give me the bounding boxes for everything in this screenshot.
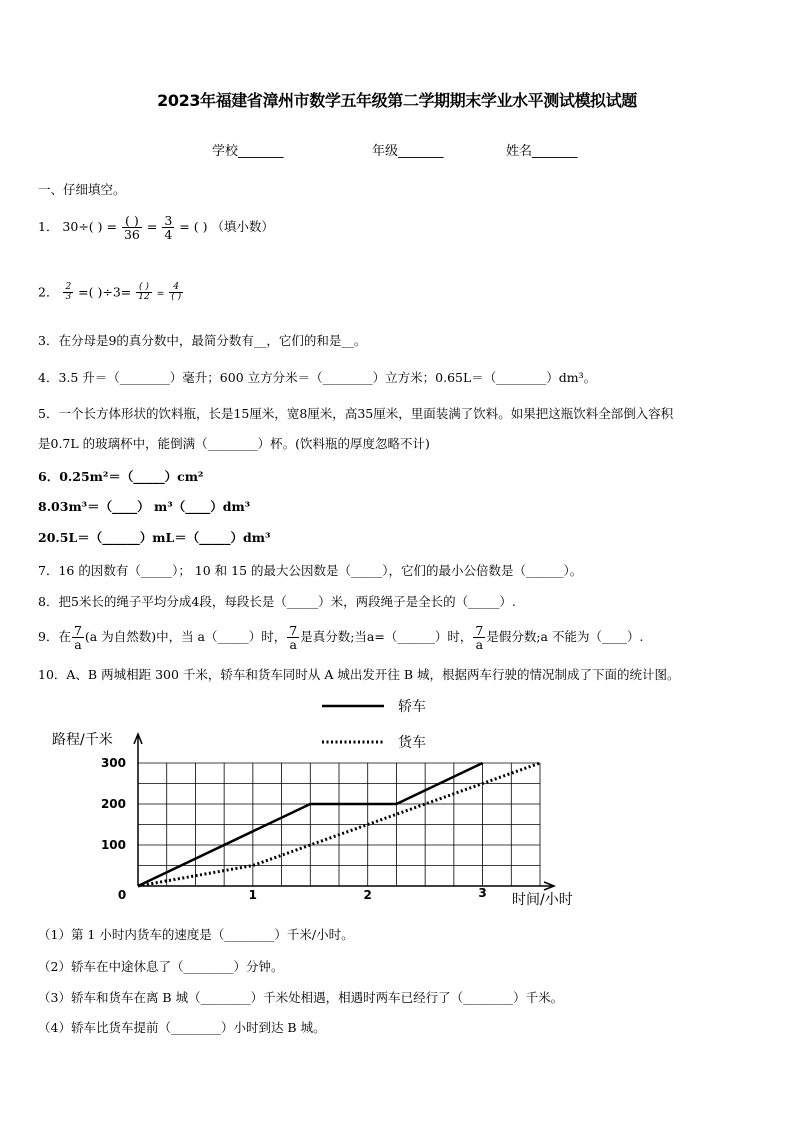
sub-question-2: （2）轿车在中途休息了（________）分钟。 <box>38 959 284 974</box>
x-axis-label: 时间/小时 <box>512 892 573 908</box>
sub-question-1: （1）第 1 小时内货车的速度是（________）千米/小时。 <box>38 927 354 942</box>
question-9: 9．在 $\frac{7}{a}$ (a 为自然数)中，当 a（_____）时， $\frac{7}{a}$ 是真分数;当a=（______）时， $\frac{7}{a}$ 是假分数;a 不能为（____）. <box>38 623 644 653</box>
question-5-line-1: 5．一个长方体形状的饮料瓶，长是15厘米，宽8厘米，高35厘米，里面装满了饮料。如果把这瓶饮料全部倒入容积 <box>38 406 674 421</box>
x-tick-label: 1 <box>248 888 258 902</box>
question-2: 2． $\frac{2}{3}$ =( )÷3= $\frac{( )}{12}$ = $\frac{4}{( )}$ <box>38 282 182 303</box>
q1-fraction-1: $\frac{( )}{36}$ <box>123 213 140 243</box>
chart-axes <box>134 734 554 890</box>
question-6-part-2: 8.03m³＝（____） m³（____）dm³ <box>38 499 251 514</box>
legend-label: 货车 <box>398 735 426 751</box>
name-field[interactable]: 姓名_______ <box>506 144 578 159</box>
section-heading: 一、仔细填空。 <box>38 182 126 197</box>
q1-fraction-2: $\frac{3}{4}$ <box>164 213 173 243</box>
y-tick-label: 300 <box>100 756 126 770</box>
question-10: 10．A、B 两城相距 300 千米，轿车和货车同时从 A 城出发开往 B 城，根据两车行驶的情况制成了下面的统计图。 <box>38 667 680 682</box>
sub-question-4: （4）轿车比货车提前（________）小时到达 B 城。 <box>38 1020 326 1035</box>
question-7: 7．16 的因数有（_____）； 10 和 15 的最大公因数是（_____），它们的最小公倍数是（______）。 <box>38 563 583 578</box>
q1-tail: = ( ) （填小数） <box>179 219 274 235</box>
q1-prefix: 1． 30÷( ) = <box>38 219 117 235</box>
chart-grid <box>138 763 540 886</box>
question-5-line-2: 是0.7L 的玻璃杯中，能倒满（________）杯。(饮料瓶的厚度忽略不计) <box>38 436 430 451</box>
school-field[interactable]: 学校_______ <box>212 144 284 159</box>
question-8: 8．把5米长的绳子平均分成4段，每段长是（_____）米，两段绳子是全长的（_____）. <box>38 594 516 609</box>
question-3: 3．在分母是9的真分数中，最简分数有__，它们的和是__。 <box>38 333 367 348</box>
y-axis-label: 路程/千米 <box>52 732 113 748</box>
page-title: 2023年福建省漳州市数学五年级第二学期期末学业水平测试模拟试题 <box>157 91 637 110</box>
grade-field[interactable]: 年级_______ <box>372 144 444 159</box>
question-1: 1． 30÷( ) = $\frac{( )}{36}$ = $\frac{3}{4}$ = ( ) （填小数） <box>38 213 274 243</box>
x-tick-label: 3 <box>478 886 487 900</box>
question-6-part-3: 20.5L＝（______）mL＝（_____）dm³ <box>38 530 271 545</box>
x-tick-label: 2 <box>363 888 372 902</box>
y-tick-label: 100 <box>100 838 126 852</box>
y-tick-label: 200 <box>100 797 126 811</box>
question-4: 4．3.5 升＝（________）毫升；600 立方分米＝（________）立方米；0.65L＝（________）dm³。 <box>38 370 597 385</box>
chart-legend <box>322 699 426 751</box>
legend-label: 轿车 <box>398 699 426 715</box>
x-tick-label: 0 <box>117 888 127 902</box>
distance-time-chart <box>40 690 600 920</box>
sub-question-3: （3）轿车和货车在离 B 城（________）千米处相遇，相遇时两车已经行了（________）千米。 <box>38 990 564 1005</box>
question-6-part-1: 6．0.25m²＝（_____）cm² <box>38 469 204 484</box>
chart-ticks <box>52 731 573 908</box>
